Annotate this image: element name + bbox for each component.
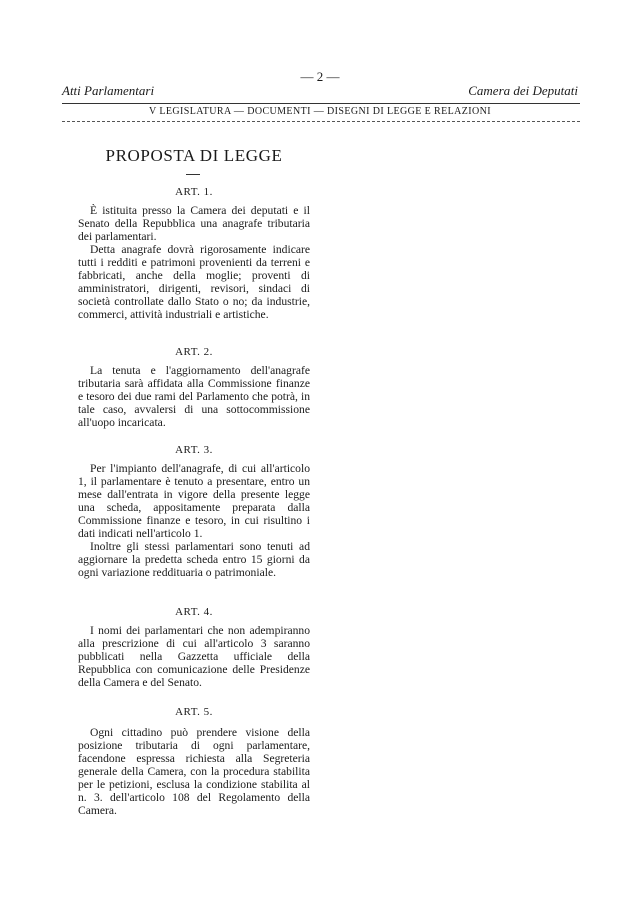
article-heading: ART. 5. [175, 706, 213, 718]
title-divider [186, 174, 200, 175]
article-heading: ART. 1. [175, 186, 213, 198]
header-rule-bottom [62, 121, 580, 122]
subheader: V LEGISLATURA — DOCUMENTI — DISEGNI DI LEGGE E RELAZIONI [149, 106, 491, 117]
header-left: Atti Parlamentari [62, 83, 155, 98]
article-heading: ART. 4. [175, 606, 213, 618]
article-paragraph: Ogni cittadino può prendere visione della posizione tributaria di ogni parlamentare, facendone espressa richiesta alla Segreteria generale della Camera, con la procedura stabilita per le petizioni, esclusa la condizione stabilita al n. 3. dell'articolo 108 del Regolamento della Camera. [78, 726, 310, 817]
document-title: PROPOSTA DI LEGGE [105, 146, 283, 165]
article-heading: ART. 3. [175, 444, 213, 456]
article-body [78, 625, 310, 690]
article-heading: ART. 2. [175, 346, 213, 358]
article-paragraph: Per l'impianto dell'anagrafe, di cui all'articolo 1, il parlamentare è tenuto a presentare, entro un mese dall'entrata in vigore della presente legge una scheda, appositamente preparata dalla Commissione finanze e tesoro, in cui risultino i dati indicati nell'articolo 1. [78, 462, 310, 540]
page-number: — 2 — [300, 69, 340, 84]
article-paragraph: I nomi dei parlamentari che non adempiranno alla prescrizione di cui all'articolo 3 saranno pubblicati nella Gazzetta ufficiale della Repubblica con comunicazione delle Presidenze della Camera e del Senato. [78, 624, 310, 689]
article-paragraph: La tenuta e l'aggiornamento dell'anagrafe tributaria sarà affidata alla Commissione finanze e tesoro dei due rami del Parlamento che potrà, in tale caso, avvalersi di una sottocommissione all'uopo incaricata. [78, 364, 310, 429]
article-body [78, 727, 310, 818]
header-right: Camera dei Deputati [468, 83, 578, 98]
article-paragraph: Detta anagrafe dovrà rigorosamente indicare tutti i redditi e patrimoni provenienti da terreni e fabbricati, anche della moglie; proventi di amministratori, dirigenti, revisori, sindaci di società controllate dallo Stato o no; da industrie, commerci, attività industriali e artistiche. [78, 242, 310, 321]
article-paragraph: È istituita presso la Camera dei deputati e il Senato della Repubblica una anagrafe tributaria dei parlamentari. [78, 204, 310, 243]
article-body [78, 205, 310, 322]
header-rule-top [62, 103, 580, 104]
article-body [78, 365, 310, 430]
article-paragraph: Inoltre gli stessi parlamentari sono tenuti ad aggiornare la predetta scheda entro 15 giorni da ogni variazione reddituaria o patrimoniale. [78, 539, 310, 579]
article-body [78, 463, 310, 580]
